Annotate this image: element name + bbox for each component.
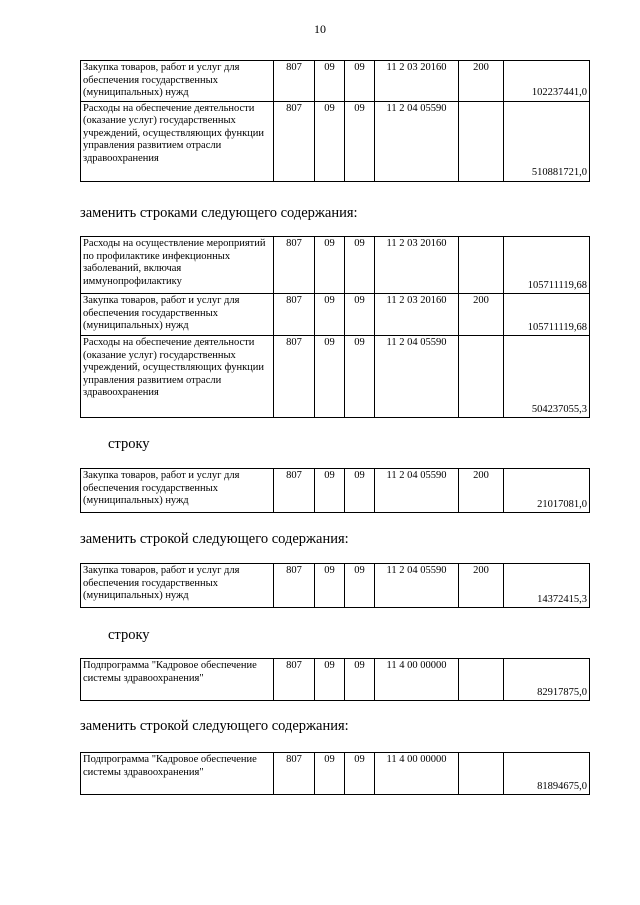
row-gr-code: 807 [274,336,315,418]
row-name: Закупка товаров, работ и услуг для обеспечения государственных (муниципальных) нужд [81,564,274,608]
row-gr-code: 807 [274,61,315,102]
row-pr-code: 09 [345,336,375,418]
row-vr-code: 200 [459,469,504,513]
row-rz-code: 09 [315,61,345,102]
table-row [81,753,590,795]
row-vr-code [459,659,504,701]
row-pr-code: 09 [345,101,375,181]
row-name: Подпрограмма "Кадровое обеспечение системы здравоохранения" [81,753,274,795]
row-csr-code: 11 2 04 05590 [375,564,459,608]
row-pr-code: 09 [345,753,375,795]
row-csr-code: 11 2 03 20160 [375,61,459,102]
row-rz-code: 09 [315,294,345,336]
row-name: Расходы на обеспечение деятельности (оказание услуг) государственных учреждений, осуществляющих функции управления развитием отрасли здравоохранения [81,101,274,181]
row-pr-code: 09 [345,564,375,608]
instruction-text: строку [108,436,150,452]
row-rz-code: 09 [315,336,345,418]
row-pr-code: 09 [345,469,375,513]
row-amount: 504237055,3 [504,336,590,418]
budget-table [80,658,590,701]
row-csr-code: 11 2 03 20160 [375,237,459,294]
row-pr-code: 09 [345,659,375,701]
row-gr-code: 807 [274,469,315,513]
row-amount: 102237441,0 [504,61,590,102]
row-amount: 14372415,3 [504,564,590,608]
instruction-text: заменить строкой следующего содержания: [80,718,349,734]
budget-table [80,236,590,418]
row-amount: 82917875,0 [504,659,590,701]
row-amount: 105711119,68 [504,237,590,294]
row-vr-code [459,101,504,181]
budget-table [80,468,590,513]
row-name: Подпрограмма "Кадровое обеспечение системы здравоохранения" [81,659,274,701]
row-rz-code: 09 [315,753,345,795]
row-vr-code: 200 [459,294,504,336]
row-csr-code: 11 2 03 20160 [375,294,459,336]
row-gr-code: 807 [274,237,315,294]
row-vr-code: 200 [459,564,504,608]
row-vr-code: 200 [459,61,504,102]
table-row [81,61,590,102]
table-row [81,659,590,701]
budget-table [80,563,590,608]
row-gr-code: 807 [274,753,315,795]
instruction-text: заменить строками следующего содержания: [80,205,358,221]
row-rz-code: 09 [315,564,345,608]
row-name: Закупка товаров, работ и услуг для обеспечения государственных (муниципальных) нужд [81,294,274,336]
row-name: Закупка товаров, работ и услуг для обеспечения государственных (муниципальных) нужд [81,469,274,513]
table-row [81,564,590,608]
row-pr-code: 09 [345,237,375,294]
row-rz-code: 09 [315,237,345,294]
row-name: Закупка товаров, работ и услуг для обеспечения государственных (муниципальных) нужд [81,61,274,102]
row-vr-code [459,753,504,795]
row-gr-code: 807 [274,101,315,181]
row-gr-code: 807 [274,659,315,701]
row-rz-code: 09 [315,659,345,701]
row-amount: 21017081,0 [504,469,590,513]
row-name: Расходы на обеспечение деятельности (оказание услуг) государственных учреждений, осуществляющих функции управления развитием отрасли здравоохранения [81,336,274,418]
row-csr-code: 11 2 04 05590 [375,469,459,513]
row-amount: 81894675,0 [504,753,590,795]
row-gr-code: 807 [274,564,315,608]
row-vr-code [459,336,504,418]
row-vr-code [459,237,504,294]
table-row [81,294,590,336]
page-number: 10 [314,22,326,36]
budget-table [80,60,590,182]
table-row [81,336,590,418]
row-pr-code: 09 [345,61,375,102]
row-gr-code: 807 [274,294,315,336]
row-rz-code: 09 [315,101,345,181]
row-amount: 105711119,68 [504,294,590,336]
budget-table [80,752,590,795]
row-amount: 510881721,0 [504,101,590,181]
table-row [81,101,590,181]
row-csr-code: 11 2 04 05590 [375,336,459,418]
row-pr-code: 09 [345,294,375,336]
instruction-text: заменить строкой следующего содержания: [80,531,349,547]
table-row [81,469,590,513]
instruction-text: строку [108,627,150,643]
row-csr-code: 11 4 00 00000 [375,659,459,701]
row-csr-code: 11 4 00 00000 [375,753,459,795]
row-rz-code: 09 [315,469,345,513]
table-row [81,237,590,294]
row-name: Расходы на осуществление мероприятий по профилактике инфекционных заболеваний, включая иммунопрофилактику [81,237,274,294]
row-csr-code: 11 2 04 05590 [375,101,459,181]
